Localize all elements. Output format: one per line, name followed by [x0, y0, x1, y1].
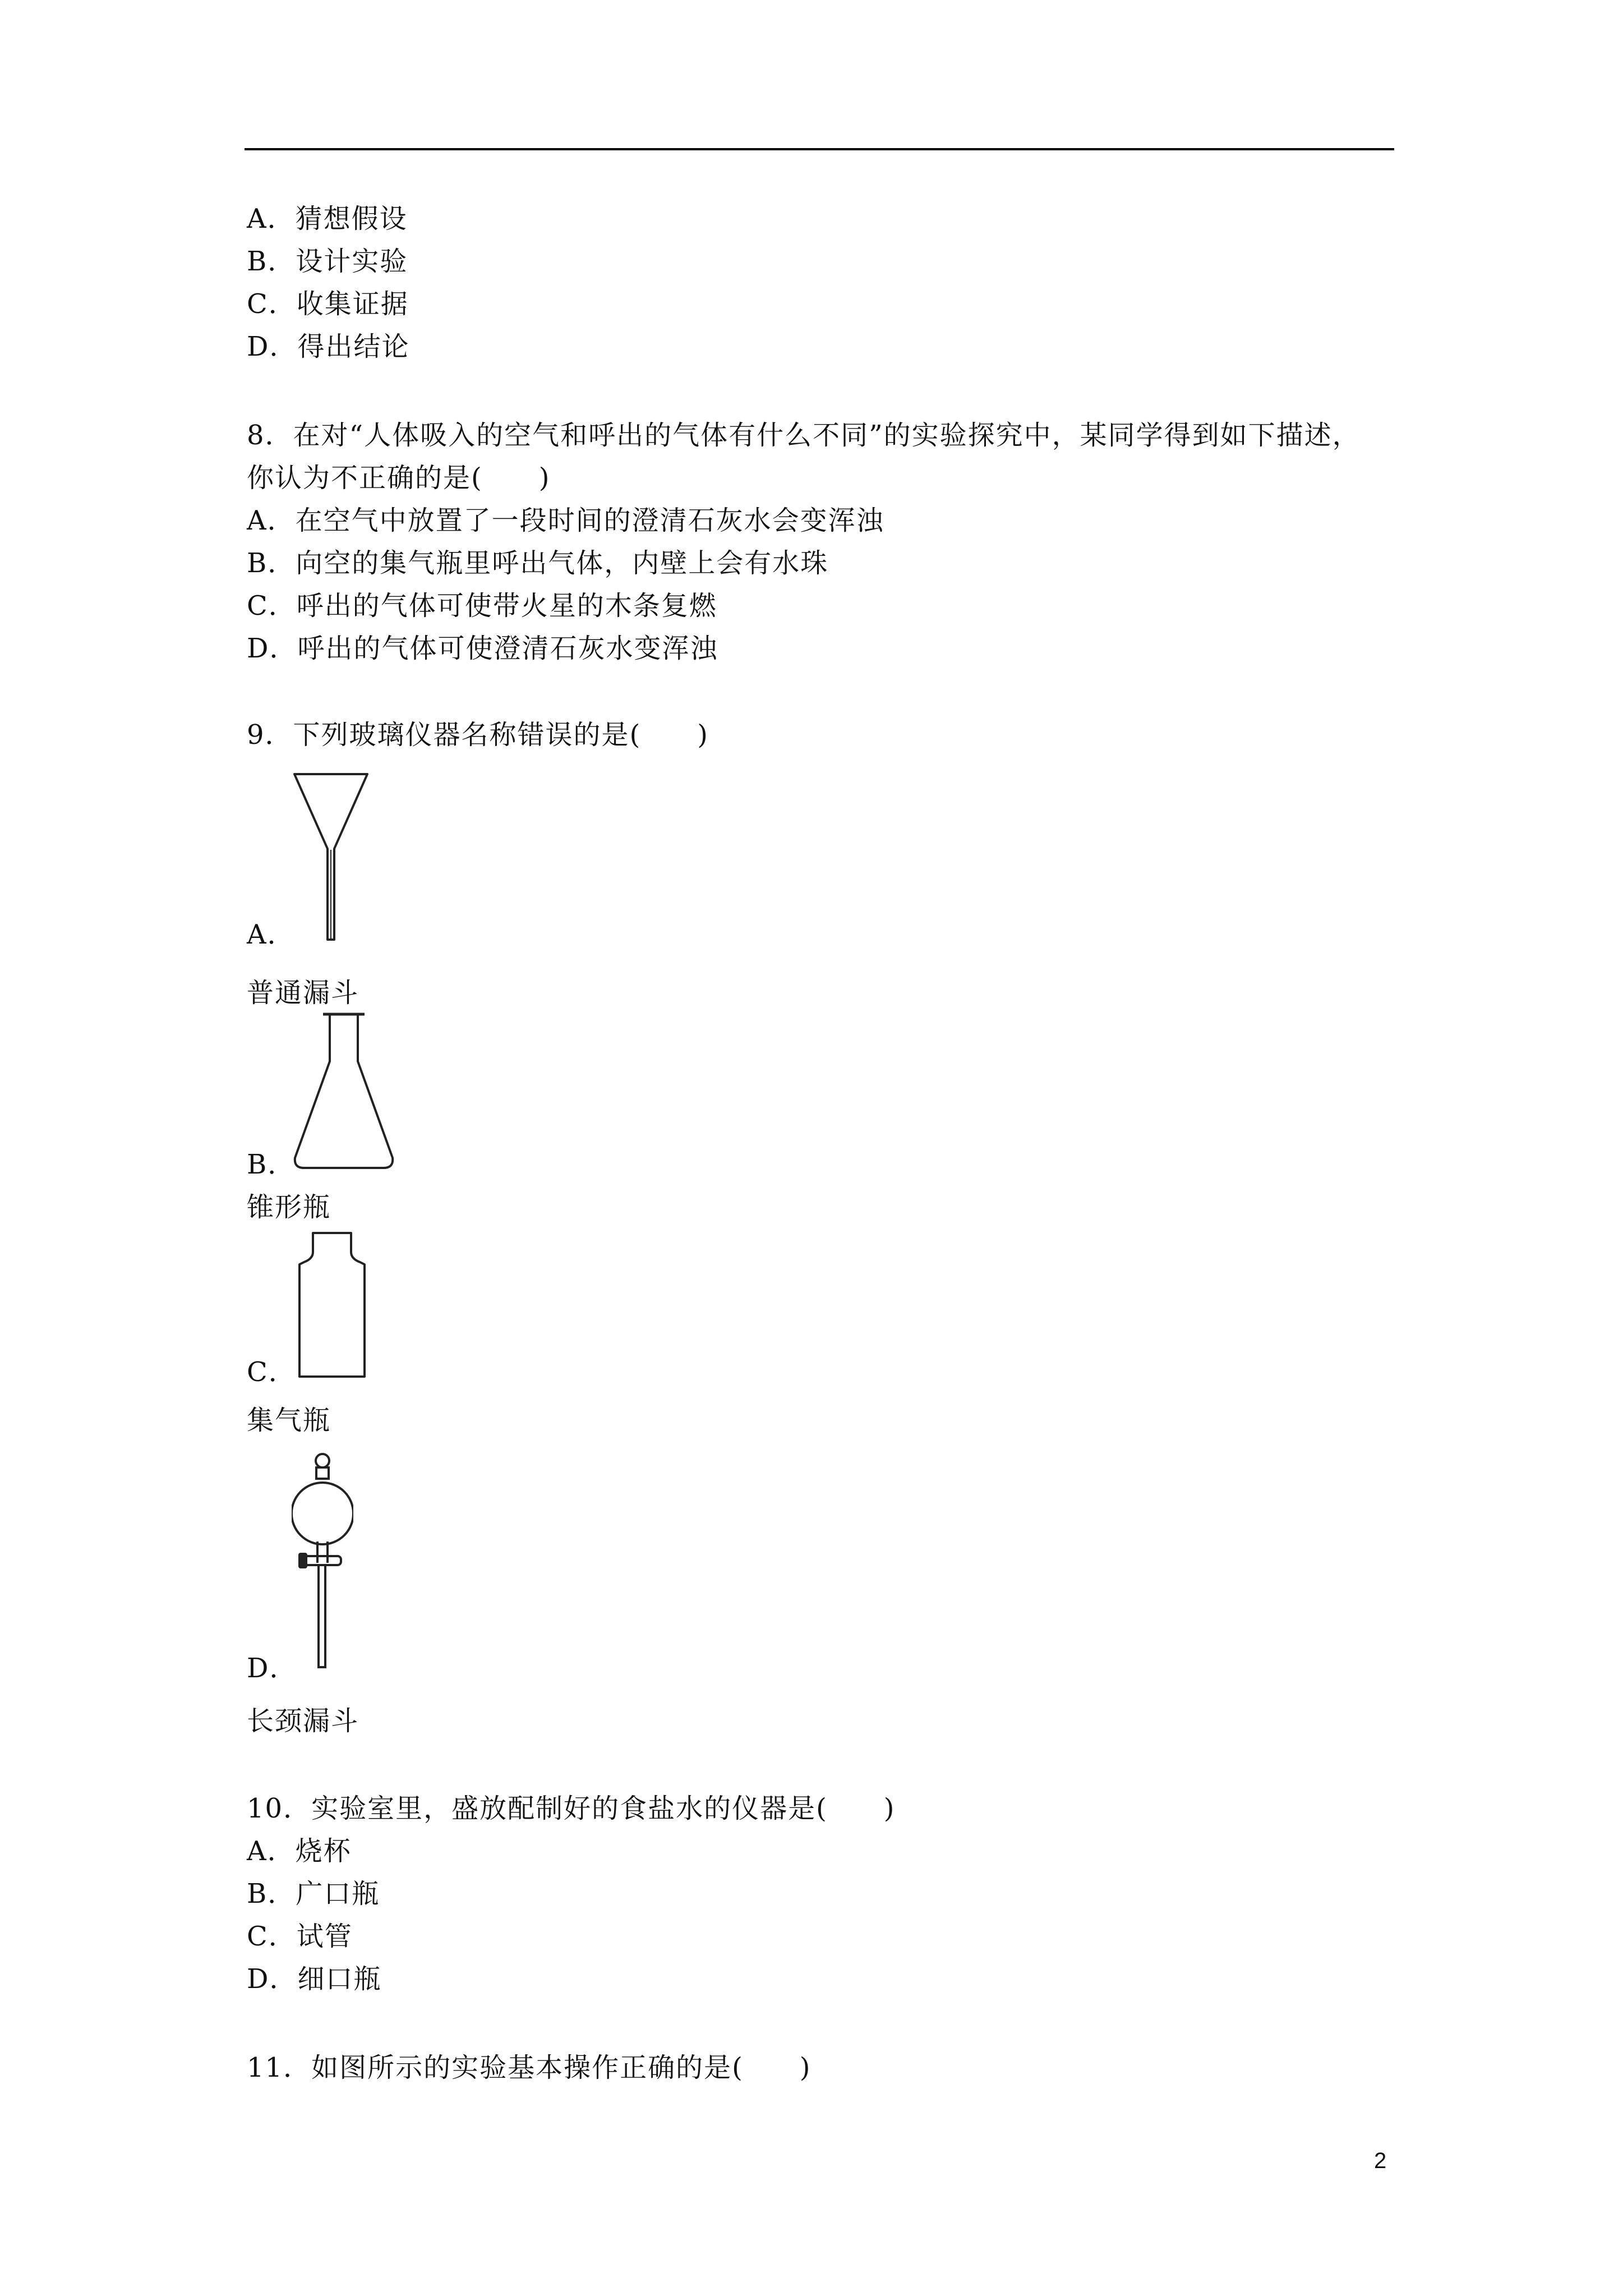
header-rule	[245, 148, 1394, 150]
q10-option-d: D．细口瓶	[247, 1963, 382, 1995]
gas-jar-icon	[293, 1230, 371, 1381]
conical-flask-icon	[291, 1011, 397, 1174]
q9-option-b-letter: B．	[247, 1149, 296, 1180]
q11-stem: 11．如图所示的实验基本操作正确的是( )	[247, 2052, 811, 2083]
q7-option-b: B．设计实验	[247, 246, 408, 277]
q8-stem-line2: 你认为不正确的是( )	[247, 462, 551, 494]
q8-option-c: C．呼出的气体可使带火星的木条复燃	[247, 590, 717, 622]
q9-option-a-caption: 普通漏斗	[247, 977, 359, 1009]
separatory-funnel-icon	[292, 1452, 353, 1676]
q9-stem: 9．下列玻璃仪器名称错误的是( )	[247, 719, 709, 751]
q9-option-d-caption: 长颈漏斗	[247, 1705, 359, 1737]
page-number: 2	[1374, 2148, 1387, 2173]
q7-option-a: A．猜想假设	[247, 203, 408, 234]
q10-option-c: C．试管	[247, 1921, 353, 1952]
q8-option-b: B．向空的集气瓶里呼出气体，内壁上会有水珠	[247, 547, 829, 579]
q9-option-c-caption: 集气瓶	[247, 1405, 331, 1436]
q9-option-b-caption: 锥形瓶	[247, 1191, 331, 1223]
q10-option-b: B．广口瓶	[247, 1878, 380, 1910]
q7-option-c: C．收集证据	[247, 288, 409, 320]
q10-stem: 10．实验室里，盛放配制好的食盐水的仪器是( )	[247, 1793, 896, 1824]
q9-option-c-letter: C．	[247, 1356, 297, 1388]
q8-option-a: A．在空气中放置了一段时间的澄清石灰水会变浑浊	[247, 505, 884, 536]
q8-stem-line1: 8．在对“人体吸入的空气和呼出的气体有什么不同”的实验探究中，某同学得到如下描述，	[247, 420, 1361, 451]
q9-option-d-letter: D．	[247, 1653, 298, 1684]
q10-option-a: A．烧杯	[247, 1835, 352, 1867]
funnel-icon	[292, 771, 370, 945]
q9-option-a-letter: A．	[247, 919, 296, 950]
q7-option-d: D．得出结论	[247, 331, 410, 362]
q8-option-d: D．呼出的气体可使澄清石灰水变浑浊	[247, 633, 718, 664]
